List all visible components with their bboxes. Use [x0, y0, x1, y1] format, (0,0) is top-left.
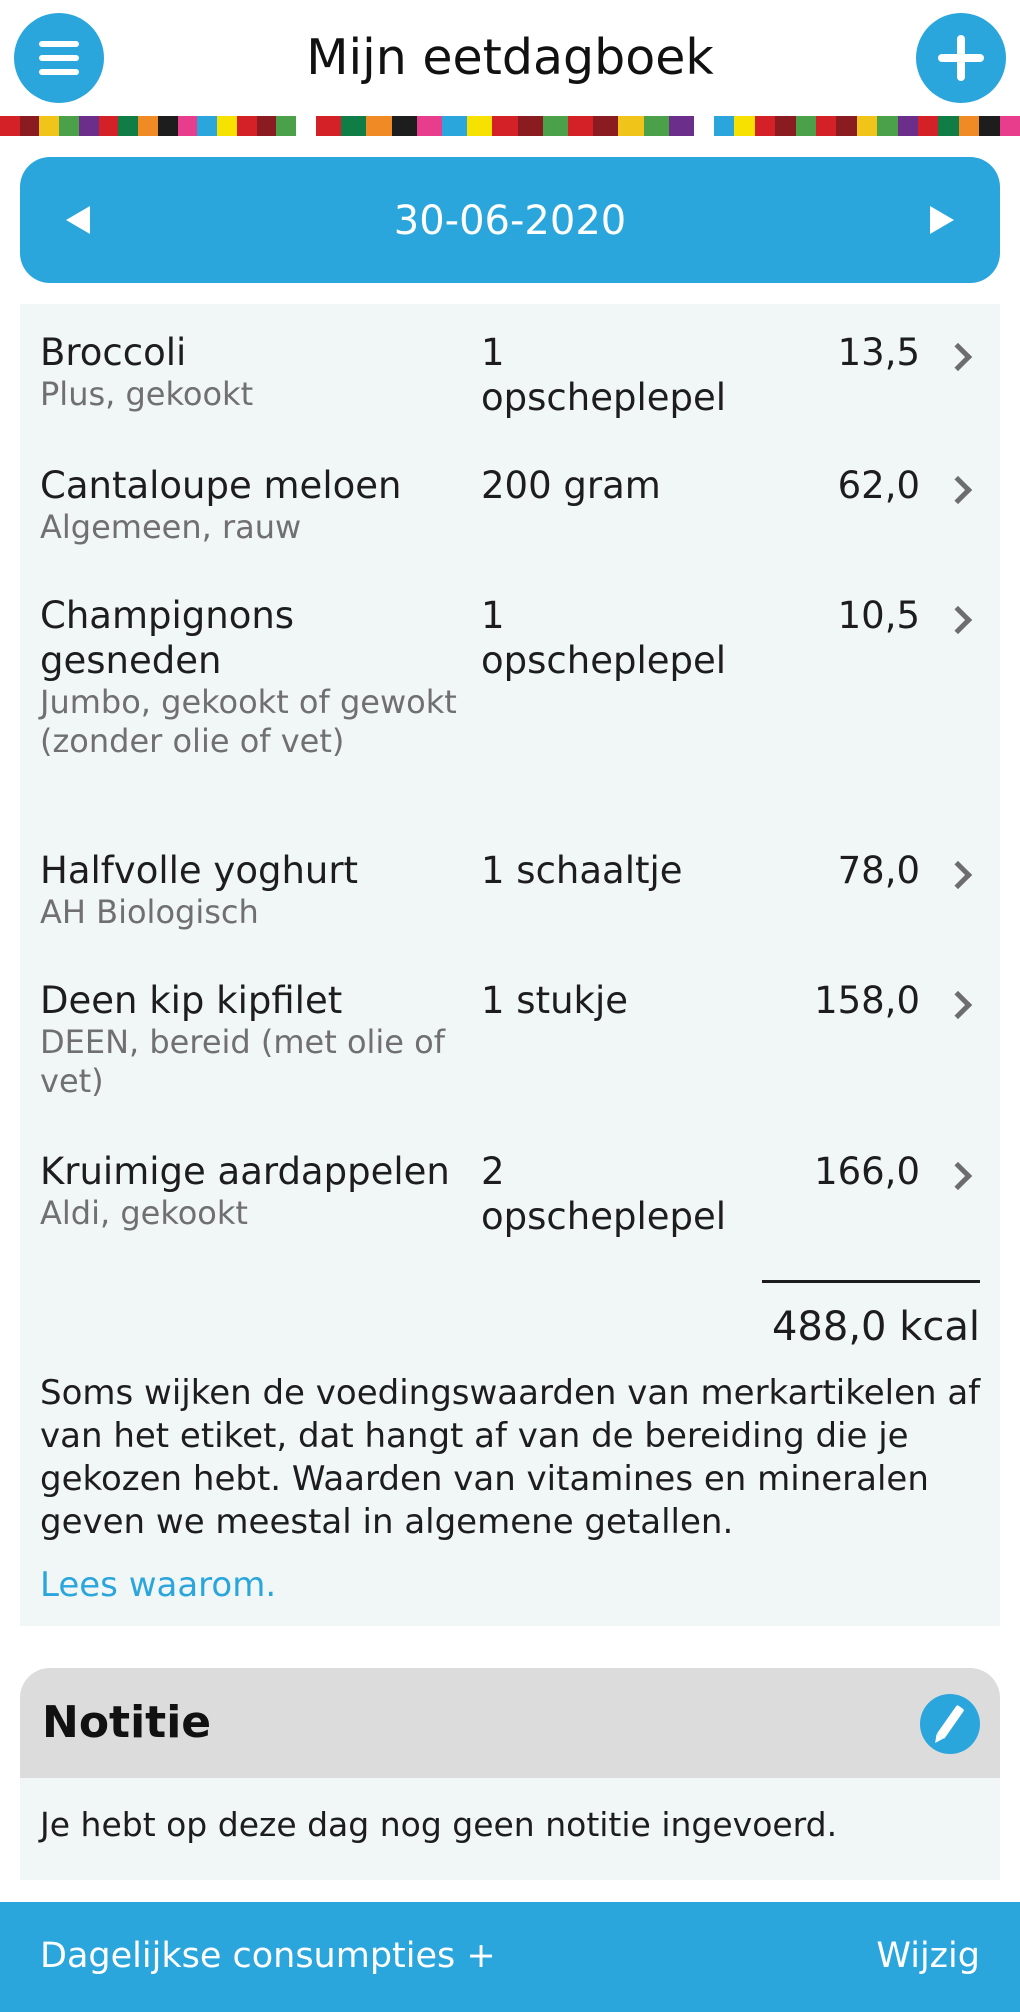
food-detail: Aldi, gekookt — [40, 1194, 248, 1232]
food-amount: 2 opscheplepel — [481, 1150, 727, 1238]
footer-bar — [0, 1902, 1020, 2012]
menu-button[interactable] — [14, 13, 104, 103]
total-divider — [762, 1280, 980, 1283]
food-detail: DEEN, bereid (met olie of vet) — [40, 1023, 445, 1100]
food-row-broccoli[interactable] — [20, 330, 1000, 450]
app-header — [0, 0, 1020, 116]
chevron-right-icon — [944, 606, 972, 634]
food-kcal: 10,5 — [837, 594, 920, 637]
next-day-icon[interactable] — [930, 206, 954, 234]
food-detail: Jumbo, gekookt of gewokt (zonder olie of vet) — [40, 683, 457, 760]
edit-button[interactable]: Wijzig — [876, 1936, 980, 1976]
decorative-stripe — [316, 116, 694, 136]
food-amount: 1 opscheplepel — [481, 594, 727, 682]
note-header — [20, 1668, 1000, 1778]
chevron-right-icon — [944, 1162, 972, 1190]
food-amount: 1 schaaltje — [481, 849, 683, 892]
food-row-cantaloupe[interactable] — [20, 463, 1000, 573]
food-detail: AH Biologisch — [40, 893, 259, 931]
total-kcal: 488,0 kcal — [771, 1304, 980, 1350]
decorative-stripe — [0, 116, 296, 136]
food-kcal: 158,0 — [814, 979, 920, 1022]
current-date[interactable]: 30-06-2020 — [393, 198, 627, 244]
food-row-kipfilet[interactable] — [20, 978, 1000, 1118]
food-name: Deen kip kipfilet — [40, 979, 343, 1022]
food-name: Broccoli — [40, 331, 187, 374]
read-more-link[interactable]: Lees waarom. — [40, 1565, 277, 1605]
food-kcal: 62,0 — [837, 464, 920, 507]
hamburger-menu-icon — [39, 41, 79, 75]
note-empty-text: Je hebt op deze dag nog geen notitie ingevoerd. — [40, 1805, 838, 1844]
daily-consumptions-button[interactable]: Dagelijkse consumpties + — [40, 1936, 496, 1976]
food-detail: Algemeen, rauw — [40, 508, 302, 546]
food-row-champignons[interactable] — [20, 593, 1000, 813]
chevron-right-icon — [944, 343, 972, 371]
food-row-aardappelen[interactable] — [20, 1149, 1000, 1269]
note-panel — [20, 1668, 1000, 1880]
page-title: Mijn eetdagboek — [306, 29, 714, 86]
food-amount: 200 gram — [481, 464, 661, 507]
food-row-yoghurt[interactable] — [20, 848, 1000, 958]
food-kcal: 78,0 — [837, 849, 920, 892]
previous-day-icon[interactable] — [66, 206, 90, 234]
food-detail: Plus, gekookt — [40, 375, 254, 413]
nutrition-disclaimer: Soms wijken de voedingswaarden van merkartikelen af van het etiket, dat hangt af van de bereiding die je gekozen hebt. Waarden van vitamines en mineralen geven we meestal in algemene getallen. — [40, 1373, 981, 1542]
chevron-right-icon — [944, 991, 972, 1019]
note-title: Notitie — [42, 1697, 212, 1748]
decorative-stripe — [714, 116, 1020, 136]
edit-note-button[interactable] — [920, 1694, 980, 1754]
pencil-icon — [936, 1705, 964, 1740]
food-list-panel — [20, 304, 1000, 1626]
food-amount: 1 opscheplepel — [481, 331, 727, 419]
note-body — [20, 1778, 1000, 1880]
food-kcal: 166,0 — [814, 1150, 920, 1193]
food-amount: 1 stukje — [481, 979, 629, 1022]
chevron-right-icon — [944, 861, 972, 889]
add-food-button[interactable] — [916, 13, 1006, 103]
chevron-right-icon — [944, 476, 972, 504]
food-name: Halfvolle yoghurt — [40, 849, 359, 892]
food-name: Kruimige aardappelen — [40, 1150, 450, 1193]
date-navigator — [20, 157, 1000, 283]
plus-icon — [938, 35, 984, 81]
food-kcal: 13,5 — [837, 331, 920, 374]
food-name: Cantaloupe meloen — [40, 464, 402, 507]
food-name: Champignons gesneden — [40, 594, 295, 682]
